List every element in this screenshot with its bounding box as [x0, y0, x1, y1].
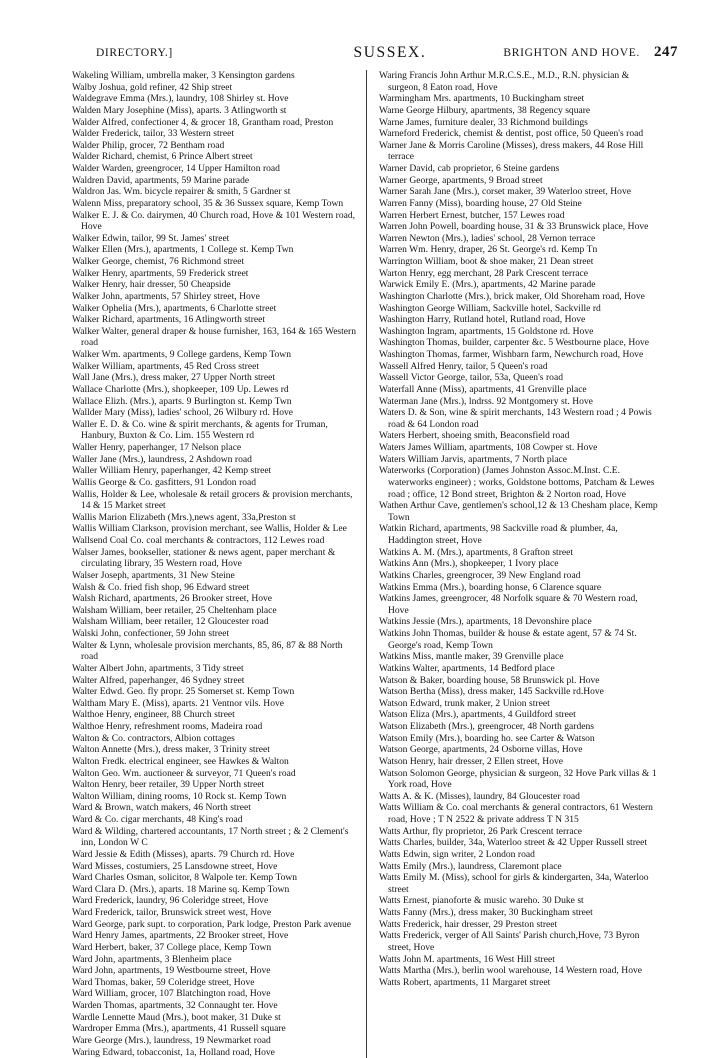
- directory-entry: Warner David, cab proprietor, 6 Steine gardens: [379, 163, 660, 175]
- directory-entry: Walker Henry, apartments, 59 Frederick street: [72, 268, 356, 280]
- directory-entry: Wallace Elizh. (Mrs.), aparts. 9 Burlington st. Kemp Twn: [72, 396, 356, 408]
- directory-entry: Watts Emily M. (Miss), school for girls & kindergarten, 34a, Waterloo street: [379, 872, 660, 895]
- directory-entry: Walker Richard, apartments, 16 Atlingworth street: [72, 314, 356, 326]
- directory-entry: Walser Joseph, apartments, 31 New Steine: [72, 570, 356, 582]
- directory-entry: Ward William, grocer, 107 Blatchington road, Hove: [72, 988, 356, 1000]
- directory-entry: Waring Edward, tobacconist, 1a, Holland road, Hove: [72, 1047, 356, 1058]
- directory-entry: Walton Henry, beer retailer, 39 Upper North street: [72, 779, 356, 791]
- directory-entry: Walsh Richard, apartments, 26 Brooker street, Hove: [72, 593, 356, 605]
- directory-entry: Wardle Lennette Maud (Mrs.), boot maker, 31 Duke st: [72, 1012, 356, 1024]
- directory-entry: Walden Mary Josephine (Miss), aparts. 3 Atlingworth st: [72, 105, 356, 117]
- directory-entry: Washington George William, Sackville hotel, Sackville rd: [379, 303, 660, 315]
- directory-entry: Ward Henry James, apartments, 22 Brooker street, Hove: [72, 930, 356, 942]
- directory-entry: Warren John Powell, boarding house, 31 & 33 Brunswick place, Hove: [379, 221, 660, 233]
- directory-entry: Wallis William Clarkson, provision merchant, see Wallis, Holder & Lee: [72, 523, 356, 535]
- directory-entry: Watts Emily (Mrs.), laundress, Claremont place: [379, 861, 660, 873]
- directory-entry: Watkins Emma (Mrs.), boarding honse, 6 Clarence square: [379, 582, 660, 594]
- directory-entry: Washington Thomas, farmer, Wishbarn farm, Newchurch road, Hove: [379, 349, 660, 361]
- directory-entry: Warner George, apartments, 9 Broad street: [379, 175, 660, 187]
- directory-entry: Watkins Miss, mantle maker, 39 Grenville place: [379, 651, 660, 663]
- directory-entry: Walter Edwd. Geo. fly propr. 25 Somerset st. Kemp Town: [72, 686, 356, 698]
- directory-entry: Washington Charlotte (Mrs.), brick maker, Old Shoreham road, Hove: [379, 291, 660, 303]
- directory-entry: Walser James, bookseller, stationer & news agent, paper merchant & circulating library, 35 Western road, Hove: [72, 547, 356, 570]
- directory-entry: Walker E. J. & Co. dairymen, 40 Church road, Hove & 101 Western road, Hove: [72, 210, 356, 233]
- directory-entry: Watkin Richard, apartments, 98 Sackville road & plumber, 4a, Haddington street, Hove: [379, 523, 660, 546]
- directory-entry: Washington Harry, Rutland hotel, Rutland road, Hove: [379, 314, 660, 326]
- page-number: 247: [654, 44, 678, 61]
- directory-entry: Walder Richard, chemist, 6 Prince Albert street: [72, 151, 356, 163]
- running-head-left: DIRECTORY.]: [96, 47, 173, 59]
- directory-entry: Walder Alfred, confectioner 4, & grocer 18, Grantham road, Preston: [72, 117, 356, 129]
- directory-entry: Wallis, Holder & Lee, wholesale & retail grocers & provision merchants, 14 & 15 Market street: [72, 489, 356, 512]
- directory-entry: Watts William & Co. coal merchants & general contractors, 61 Western road, Hove ; T N 2522 & private address T N 315: [379, 802, 660, 825]
- directory-entry: Ward Misses, costumiers, 25 Lansdowne street, Hove: [72, 861, 356, 873]
- running-head-title: SUSSEX.: [354, 44, 427, 62]
- directory-entry: Ward Jessie & Edith (Misses), aparts. 79 Church rd. Hove: [72, 849, 356, 861]
- directory-entry: Wall Jane (Mrs.), dress maker, 27 Upper North street: [72, 372, 356, 384]
- directory-entry: Wallder Mary (Miss), ladies' school, 26 Wilbury rd. Hove: [72, 407, 356, 419]
- directory-entry: Wakeling William, umbrella maker, 3 Kensington gardens: [72, 70, 356, 82]
- directory-entry: Waller Jane (Mrs.), laundress, 2 Ashdown road: [72, 454, 356, 466]
- directory-entry: Watts Edwin, sign writer, 2 London road: [379, 849, 660, 861]
- directory-entry: Walker George, chemist, 76 Richmond street: [72, 256, 356, 268]
- directory-entry: Watson George, apartments, 24 Osborne villas, Hove: [379, 744, 660, 756]
- directory-entry: Wardroper Emma (Mrs.), apartments, 41 Russell square: [72, 1023, 356, 1035]
- directory-entry: Watson Bertha (Miss), dress maker, 145 Sackville rd.Hove: [379, 686, 660, 698]
- directory-entry: Waldron Jas. Wm. bicycle repairer & smith, 5 Gardner st: [72, 186, 356, 198]
- directory-entry: Walker Edwin, tailor, 99 St. James' street: [72, 233, 356, 245]
- directory-entry: Waterworks (Corporation) (James Johnston Assoc.M.Inst. C.E. waterworks engineer) ; works, Goldstone bottoms, Patcham & Lewes road ; office, 12 Bond street, Brighton & 2 Norton road, Hove: [379, 465, 660, 500]
- directory-entry: Ward Frederick, laundry, 96 Coleridge street, Hove: [72, 895, 356, 907]
- directory-entry: Watts Frederick, hair dresser, 29 Preston street: [379, 919, 660, 931]
- directory-entry: Ward & Co. cigar merchants, 48 King's road: [72, 814, 356, 826]
- directory-entry: Waller Henry, paperhanger, 17 Nelson place: [72, 442, 356, 454]
- directory-entry: Waller E. D. & Co. wine & spirit merchants, & agents for Truman, Hanbury, Buxton & Co. Lim. 155 Western rd: [72, 419, 356, 442]
- directory-entry: Walton Fredk. electrical engineer, see Hawkes & Walton: [72, 756, 356, 768]
- directory-entry: Warren Wm. Henry, draper, 26 St. George's rd. Kemp Tn: [379, 244, 660, 256]
- directory-entry: Watson Emily (Mrs.), boarding ho. see Carter & Watson: [379, 733, 660, 745]
- directory-entry: Walker Ellen (Mrs.), apartments, 1 College st. Kemp Twn: [72, 244, 356, 256]
- directory-entry: Walton Annette (Mrs.), dress maker, 3 Trinity street: [72, 744, 356, 756]
- directory-entry: Watkins Walter, apartments, 14 Bedford place: [379, 663, 660, 675]
- directory-entry: Walter & Lynn, wholesale provision merchants, 85, 86, 87 & 88 North road: [72, 640, 356, 663]
- directory-entry: Watkins A. M. (Mrs.), apartments, 8 Grafton street: [379, 547, 660, 559]
- directory-entry: Watts Robert, apartments, 11 Margaret street: [379, 977, 660, 989]
- directory-entry: Walker Walter, general draper & house furnisher, 163, 164 & 165 Western road: [72, 326, 356, 349]
- directory-entry: Watkins John Thomas, builder & house & estate agent, 57 & 74 St. George's road, Kemp Town: [379, 628, 660, 651]
- directory-entry: Ward George, park supt. to corporation, Park lodge, Preston Park avenue: [72, 919, 356, 931]
- directory-entry: Watkins Ann (Mrs.), shopkeeper, 1 Ivory place: [379, 558, 660, 570]
- directory-entry: Walker William, apartments, 45 Red Cross street: [72, 361, 356, 373]
- directory-column-right: [366, 70, 660, 1058]
- directory-entry: Warton Henry, egg merchant, 28 Park Crescent terrace: [379, 268, 660, 280]
- directory-entry: Walby Joshua, gold refiner, 42 Ship street: [72, 82, 356, 94]
- directory-entry: Warwick Emily E. (Mrs.), apartments, 42 Marine parade: [379, 279, 660, 291]
- directory-entry: Washington Ingram, apartments, 15 Goldstone rd. Hove: [379, 326, 660, 338]
- directory-entry: Warneford Frederick, chemist & dentist, post office, 50 Queen's road: [379, 128, 660, 140]
- directory-entry: Ware George (Mrs.), laundress, 19 Newmarket road: [72, 1035, 356, 1047]
- directory-entry: Ward Charles Osman, solicitor, 8 Walpole ter. Kemp Town: [72, 872, 356, 884]
- directory-entry: Walton Geo. Wm. auctioneer & surveyor, 71 Queen's road: [72, 768, 356, 780]
- directory-entry: Ward Clara D. (Mrs.), aparts. 18 Marine sq. Kemp Town: [72, 884, 356, 896]
- directory-entry: Walter Albert John, apartments, 3 Tidy street: [72, 663, 356, 675]
- directory-entry: Watts John M. apartments, 16 West Hill street: [379, 954, 660, 966]
- directory-entry: Warmingham Mrs. apartments, 10 Buckingham street: [379, 93, 660, 105]
- directory-entry: Walker Ophelia (Mrs.), apartments, 6 Charlotte street: [72, 303, 356, 315]
- directory-entry: Waterfall Anne (Miss), apartments, 41 Grenville place: [379, 384, 660, 396]
- directory-entry: Watkins Jessie (Mrs.), apartments, 18 Devonshire place: [379, 616, 660, 628]
- directory-entry: Warren Fanny (Miss), boarding house, 27 Old Steine: [379, 198, 660, 210]
- directory-entry: Wathen Arthur Cave, gentlemen's school,12 & 13 Chesham place, Kemp Town: [379, 500, 660, 523]
- directory-entry: Waring Francis John Arthur M.R.C.S.E., M.D., R.N. physician & surgeon, 8 Eaton road, Hove: [379, 70, 660, 93]
- directory-entry: Walker Wm. apartments, 9 College gardens, Kemp Town: [72, 349, 356, 361]
- directory-entry: Watson Edward, trunk maker, 2 Union street: [379, 698, 660, 710]
- running-head-right-group: [503, 44, 678, 61]
- directory-entry: Wassell Victor George, tailor, 53a, Queen's road: [379, 372, 660, 384]
- directory-columns: [72, 70, 672, 1058]
- directory-entry: Ward Thomas, baker, 59 Coleridge street, Hove: [72, 977, 356, 989]
- directory-entry: Waller William Henry, paperhanger, 42 Kemp street: [72, 465, 356, 477]
- directory-entry: Walski John, confectioner, 59 John street: [72, 628, 356, 640]
- directory-entry: Warren Newton (Mrs.), ladies' school, 28 Vernon terrace: [379, 233, 660, 245]
- directory-entry: Ward Frederick, tailor, Brunswick street west, Hove: [72, 907, 356, 919]
- directory-entry: Warne George Hilbury, apartments, 38 Regency square: [379, 105, 660, 117]
- directory-entry: Ward John, apartments, 3 Blenheim place: [72, 954, 356, 966]
- directory-entry: Watson & Baker, boarding house, 58 Brunswick pl. Hove: [379, 675, 660, 687]
- running-head-region: BRIGHTON AND HOVE.: [503, 47, 640, 59]
- directory-entry: Watson Eliza (Mrs.), apartments, 4 Guildford street: [379, 709, 660, 721]
- directory-entry: Waters James William, apartments, 108 Cowper st. Hove: [379, 442, 660, 454]
- directory-column-left: [72, 70, 366, 1058]
- directory-entry: Walsh & Co. fried fish shop, 96 Edward street: [72, 582, 356, 594]
- directory-entry: Ward John, apartments, 19 Westbourne street, Hove: [72, 965, 356, 977]
- directory-entry: Waltham Mary E. (Miss), aparts. 21 Ventnor vils. Hove: [72, 698, 356, 710]
- directory-entry: Watts Ernest, pianoforte & music wareho. 30 Duke st: [379, 895, 660, 907]
- directory-entry: Watts Charles, builder, 34a, Waterloo street & 42 Upper Russell street: [379, 837, 660, 849]
- directory-entry: Ward & Brown, watch makers, 46 North street: [72, 802, 356, 814]
- running-head: [96, 44, 678, 66]
- directory-entry: Walenn Miss, preparatory school, 35 & 36 Sussex square, Kemp Town: [72, 198, 356, 210]
- directory-entry: Walder Frederick, tailor, 33 Western street: [72, 128, 356, 140]
- directory-entry: Waters D. & Son, wine & spirit merchants, 143 Western road ; 4 Powis road & 64 London road: [379, 407, 660, 430]
- directory-entry: Watson Elizabeth (Mrs.), greengrocer, 48 North gardens: [379, 721, 660, 733]
- directory-entry: Walton William, dining rooms, 10 Rock st. Kemp Town: [72, 791, 356, 803]
- directory-entry: Ward Herbert, baker, 37 College place, Kemp Town: [72, 942, 356, 954]
- directory-entry: Washington Thomas, builder, carpenter &c. 5 Westbourne place, Hove: [379, 337, 660, 349]
- directory-entry: Wallsend Coal Co. coal merchants & contractors, 112 Lewes road: [72, 535, 356, 547]
- directory-entry: Ward & Wilding, chartered accountants, 17 North street ; & 2 Clement's inn, London W C: [72, 826, 356, 849]
- directory-entry: Wallis George & Co. gasfitters, 91 London road: [72, 477, 356, 489]
- directory-entry: Warrington William, boot & shoe maker, 21 Dean street: [379, 256, 660, 268]
- directory-entry: Watts Frederick, verger of All Saints' Parish church,Hove, 73 Byron street, Hove: [379, 930, 660, 953]
- directory-entry: Warne James, furniture dealer, 33 Richmond buildings: [379, 117, 660, 129]
- directory-entry: Watts Martha (Mrs.), berlin wool warehouse, 14 Western road, Hove: [379, 965, 660, 977]
- directory-entry: Watts Arthur, fly proprietor, 26 Park Crescent terrace: [379, 826, 660, 838]
- directory-entry: Wallis Marion Elizabeth (Mrs.),news agent, 33a,Preston st: [72, 512, 356, 524]
- directory-entry: Waters William Jarvis, apartments, 7 North place: [379, 454, 660, 466]
- directory-entry: Walthoe Henry, engineer, 88 Church street: [72, 709, 356, 721]
- directory-entry: Walsham William, beer retailer, 25 Cheltenham place: [72, 605, 356, 617]
- directory-entry: Waldegrave Emma (Mrs.), laundry, 108 Shirley st. Hove: [72, 93, 356, 105]
- directory-entry: Waters Herbert, shoeing smith, Beaconsfield road: [379, 430, 660, 442]
- directory-entry: Walker Henry, hair dresser, 50 Cheapside: [72, 279, 356, 291]
- directory-entry: Watts A. & K. (Misses), laundry, 84 Gloucester road: [379, 791, 660, 803]
- directory-entry: Walter Alfred, paperhanger, 46 Sydney street: [72, 675, 356, 687]
- directory-entry: Waterman Jane (Mrs.), lndrss. 92 Montgomery st. Hove: [379, 396, 660, 408]
- directory-entry: Watson Henry, hair dresser, 2 Ellen street, Hove: [379, 756, 660, 768]
- directory-entry: Waldren David, apartments, 59 Marine parade: [72, 175, 356, 187]
- directory-entry: Wassell Alfred Henry, tailor, 5 Queen's road: [379, 361, 660, 373]
- directory-entry: Warren Herbert Ernest, butcher, 157 Lewes road: [379, 210, 660, 222]
- directory-entry: Watkins Charles, greengrocer, 39 New England road: [379, 570, 660, 582]
- directory-entry: Watts Fanny (Mrs.), dress maker, 30 Buckingham street: [379, 907, 660, 919]
- directory-entry: Walder Warden, greengrocer, 14 Upper Hamilton road: [72, 163, 356, 175]
- directory-entry: Warner Sarah Jane (Mrs.), corset maker, 39 Waterloo street, Hove: [379, 186, 660, 198]
- directory-entry: Watson Solomon George, physician & surgeon, 32 Hove Park villas & 1 York road, Hove: [379, 768, 660, 791]
- directory-entry: Walthoe Henry, refreshment rooms, Madeira road: [72, 721, 356, 733]
- directory-entry: Wallace Charlotte (Mrs.), shopkeeper, 109 Up. Lewes rd: [72, 384, 356, 396]
- directory-entry: Walder Philip, grocer, 72 Bentham road: [72, 140, 356, 152]
- directory-entry: Walker John, apartments, 57 Shirley street, Hove: [72, 291, 356, 303]
- directory-entry: Walton & Co. contractors, Albion cottages: [72, 733, 356, 745]
- directory-entry: Watkins James, greengrocer, 48 Norfolk square & 70 Western road, Hove: [379, 593, 660, 616]
- directory-entry: Warner Jane & Morris Caroline (Misses), dress makers, 44 Rose Hill terrace: [379, 140, 660, 163]
- directory-entry: Warden Thomas, apartments, 32 Connaught ter. Hove: [72, 1000, 356, 1012]
- directory-entry: Walsham William, beer retailer, 12 Gloucester road: [72, 616, 356, 628]
